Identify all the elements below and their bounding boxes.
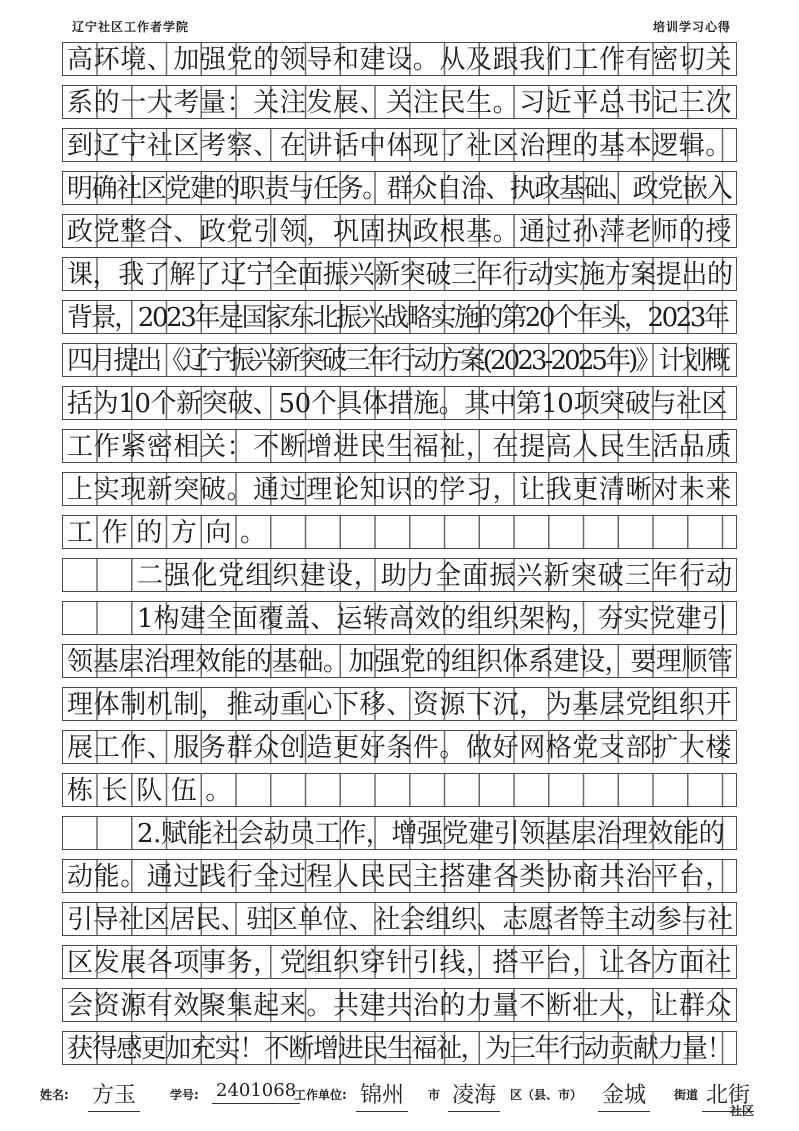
handwritten-line: 展工作、服务群众创造更好条件。做好网格党支部扩大楼 [67,733,733,763]
handwritten-line: 2.赋能社会动员工作，增强党建引领基层治理效能的 [137,819,725,849]
grid-row [62,601,737,635]
handwritten-line: 会资源有效聚集起来。共建共治的力量不断壮大，让群众 [67,991,733,1021]
grid-row [62,558,737,592]
street-label: 街道 [674,1088,699,1102]
handwritten-line: 领基层治理效能的基础。加强党的组织体系建设，要理顺管 [67,647,733,677]
street-value: 金城 [598,1078,650,1112]
grid-row [62,386,737,420]
handwritten-line: 上实现新突破。通过理论知识的学习，让我更清晰对未来 [67,475,733,505]
page-header [62,18,737,40]
name-label: 姓名: [40,1088,69,1102]
grid-row [62,644,737,678]
handwritten-line: 动能。通过践行全过程人民民主搭建各类协商共治平台， [67,862,733,892]
community-label: 社区 [730,1104,755,1118]
city-value: 锦州 [356,1078,408,1112]
grid-row [62,42,737,76]
handwritten-line: 1构建全面覆盖、运转高效的组织架构，夯实党建引 [137,604,728,634]
handwritten-line: 工作的方向。 [67,518,275,548]
handwritten-line: 理体制机制，推动重心下移、资源下沉，为基层党组织开 [67,690,733,720]
grid-row [62,687,737,721]
district-value: 凌海 [448,1078,500,1112]
grid-row [62,85,737,119]
grid-row [62,730,737,764]
writing-grid [62,42,737,1072]
handwritten-line: 引导社区居民、驻区单位、社会组织、志愿者等主动参与社 [67,905,733,935]
grid-row [62,988,737,1022]
grid-row [62,171,737,205]
grid-row [62,214,737,248]
grid-row [62,300,737,334]
grid-row [62,1031,737,1065]
grid-row [62,343,737,377]
handwritten-line: 工作紧密相关：不断增进民生福祉，在提高人民生活品质 [67,432,733,462]
grid-row [62,128,737,162]
handwritten-line: 明确社区党建的职责与任务。群众自治、执政基础、政党嵌入 [67,174,732,204]
grid-row [62,257,737,291]
id-value: 2401068 [212,1080,300,1104]
name-value: 方玉 [88,1078,140,1112]
grid-row [62,816,737,850]
institution-name: 辽宁社区工作者学院 [72,20,190,34]
city-label: 市 [428,1088,441,1102]
document-title: 培训学习心得 [652,20,731,34]
handwritten-line: 到辽宁社区考察、在讲话中体现了社区治理的基本逻辑。 [67,131,733,161]
grid-row [62,859,737,893]
handwritten-line: 课，我了解了辽宁全面振兴新突破三年行动实施方案提出的 [67,260,733,290]
handwritten-line: 括为10个新突破、50个具体措施。其中第10项突破与社区 [67,389,728,419]
handwritten-line: 获得感更加充实！不断增进民生福祉，为三年行动贡献力量！ [67,1034,732,1064]
grid-row [62,773,737,807]
unit-label: 工作单位: [294,1088,347,1102]
grid-row [62,945,737,979]
district-label: 区（县、市） [510,1088,583,1102]
community-value: 北街 [702,1078,754,1112]
handwritten-line: 栋长队伍。 [67,776,241,806]
handwritten-line: 高环境、加强党的领导和建设。从及跟我们工作有密切关 [67,45,733,75]
handwritten-line: 四月提出《辽宁振兴新突破三年行动方案(2023-2025年)》计划概 [67,346,728,376]
handwritten-line: 背景，2023年是国家东北振兴战略实施的第20个年头，2023年 [67,303,728,333]
grid-row [62,515,737,549]
id-label: 学号: [170,1088,199,1102]
grid-row [62,902,737,936]
grid-row [62,472,737,506]
grid-row [62,429,737,463]
footer-info [40,1078,760,1118]
handwritten-line: 政党整合、政党引领，巩固执政根基。通过孙萍老师的授 [67,217,733,247]
handwritten-line: 系的一大考量：关注发展、关注民生。习近平总书记三次 [67,88,733,118]
handwritten-line: 区发展各项事务，党组织穿针引线，搭平台，让各方面社 [67,948,733,978]
handwritten-line: 二强化党组织建设，助力全面振兴新突破三年行动 [137,561,734,591]
